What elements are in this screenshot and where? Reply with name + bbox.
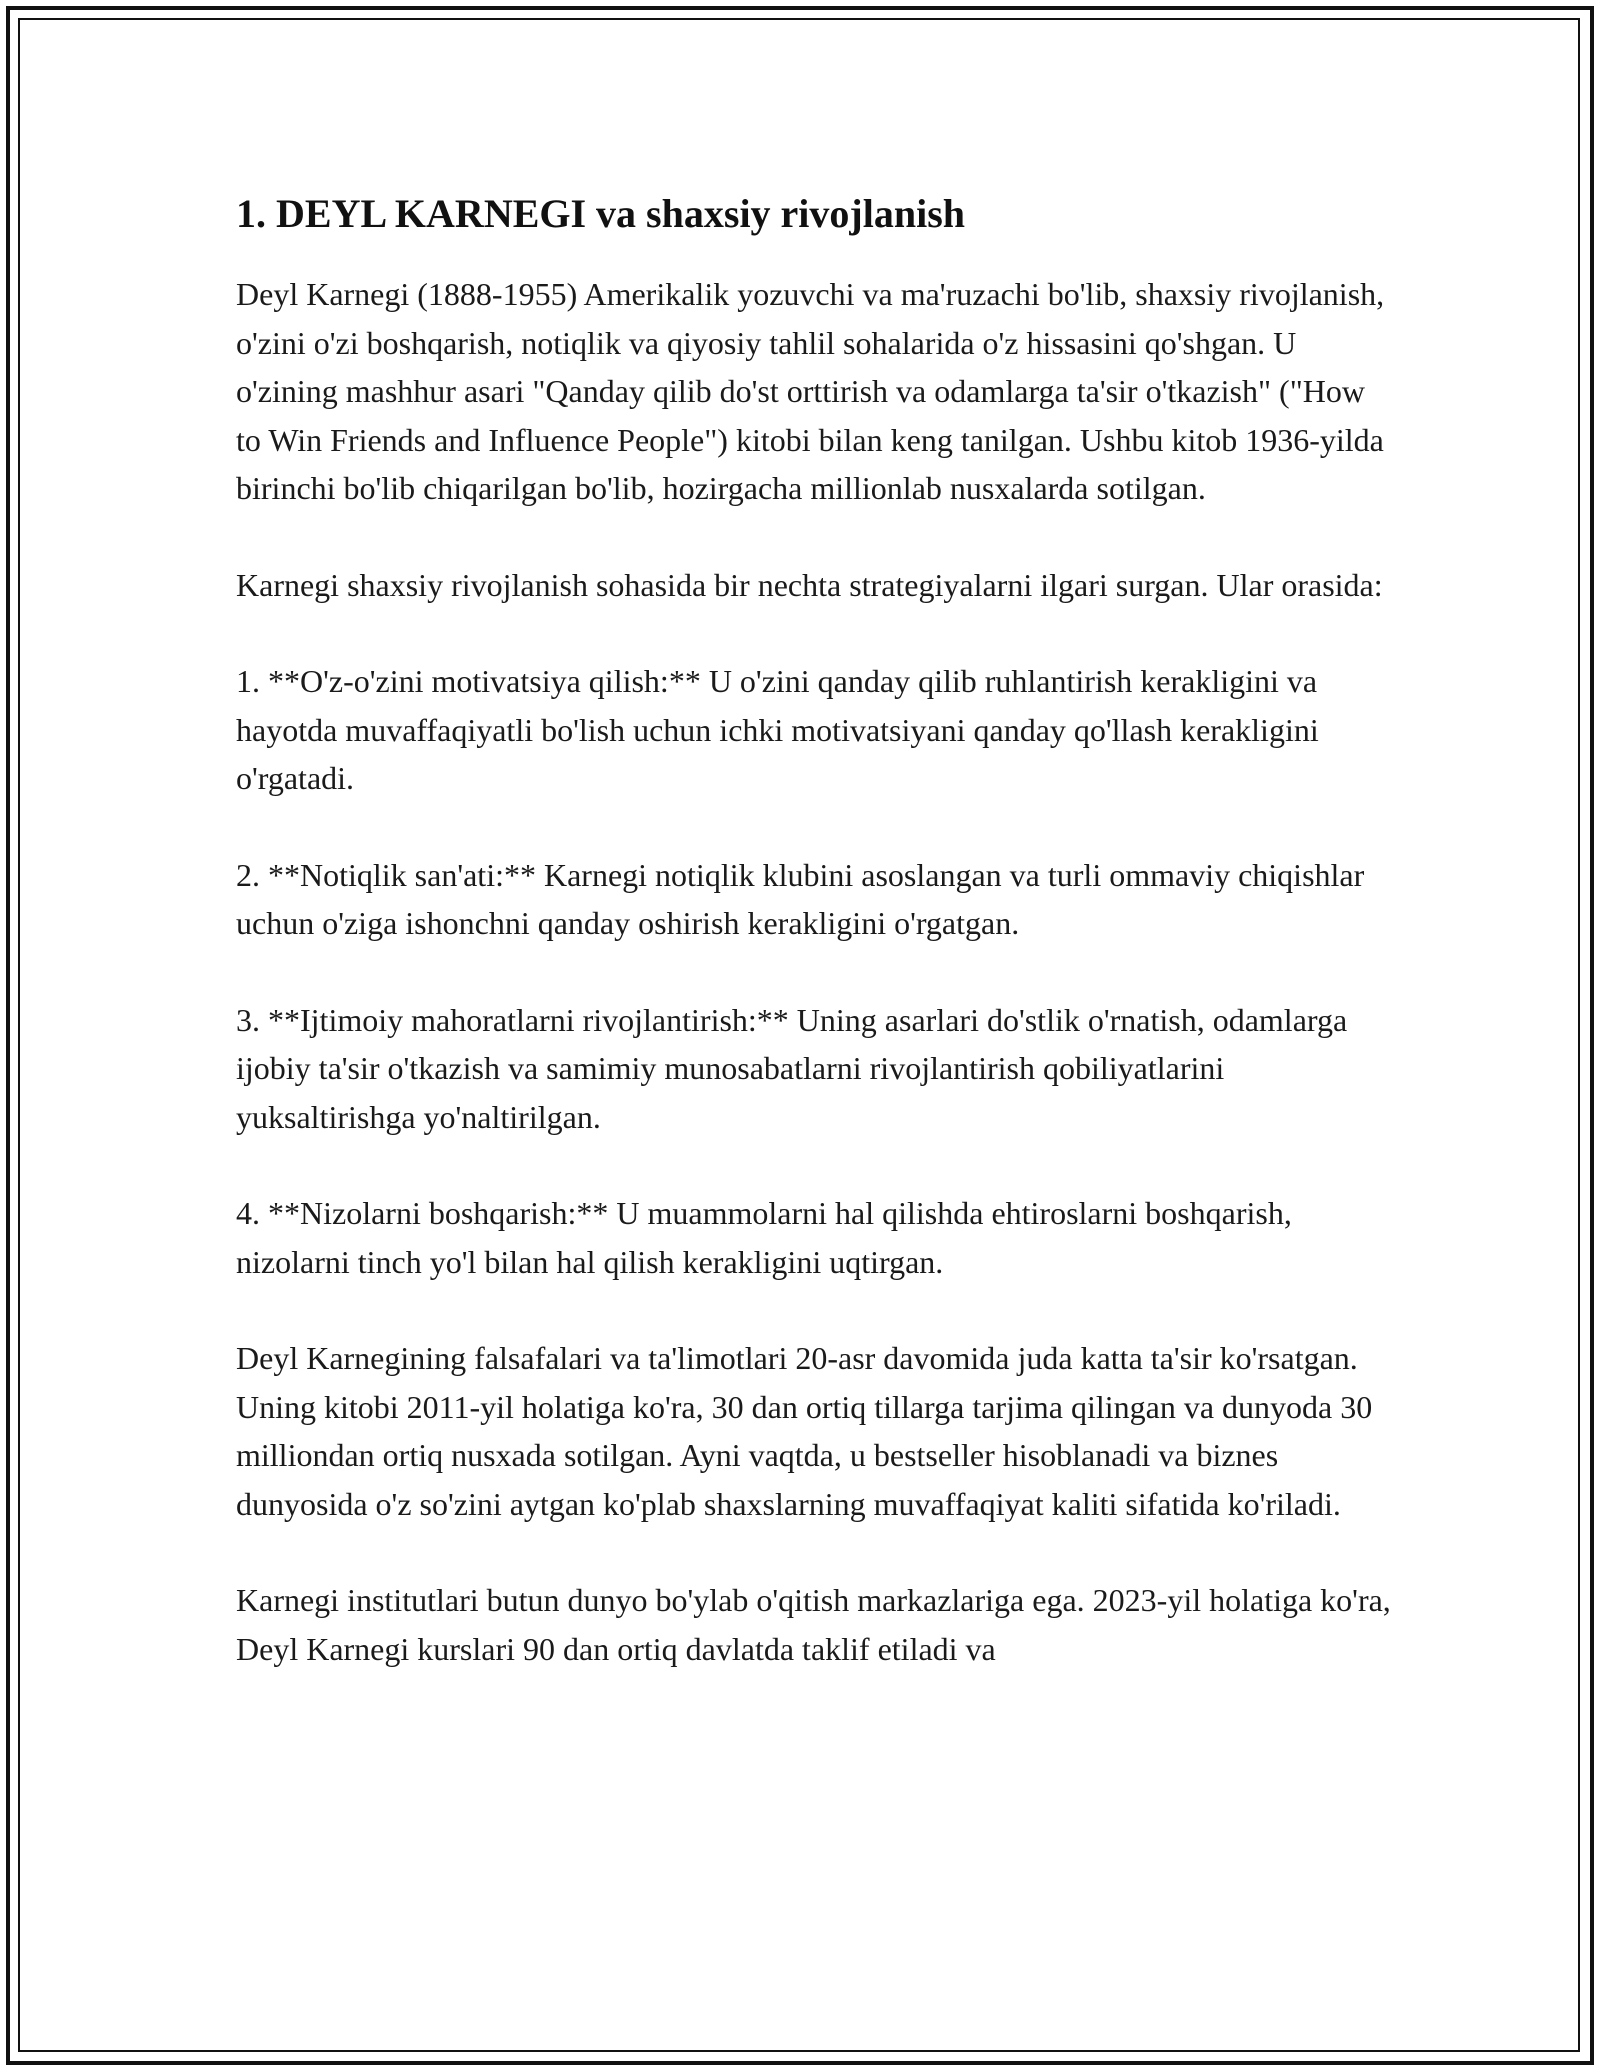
- list-item-social-skills: 3. **Ijtimoiy mahoratlarni rivojlantirish:** Uning asarlari do'stlik o'rnatish, odamlarga ijobiy ta'sir o'tkazish va samimiy munosabatlarni rivojlantirish qobiliyatlarini yuksaltirishga yo'naltirilgan.: [236, 1001, 1348, 1135]
- paragraph-influence: Deyl Karnegining falsafalari va ta'limotlari 20-asr davomida juda katta ta'sir ko'rsatgan. Uning kitobi 2011-yil holatiga ko'ra, 30 dan ortiq tillarga tarjima qilingan va dunyoda 30 milliondan ortiq nusxada sotilgan. Ayni vaqtda, u bestseller hisoblanadi va biznes dunyosida o'z so'zini aytgan ko'plab shaxslarning muvaffaqiyat kaliti sifatida ko'riladi.: [236, 1340, 1373, 1522]
- list-item-public-speaking: 2. **Notiqlik san'ati:** Karnegi notiqlik klubini asoslangan va turli ommaviy chiqishlar uchun o'ziga ishonchni qanday oshirish kerakligini o'rgatgan.: [236, 856, 1365, 941]
- document-page: [236, 186, 1396, 1721]
- paragraph-institutes: Karnegi institutlari butun dunyo bo'ylab o'qitish markazlariga ega. 2023-yil holatiga ko'ra, Deyl Karnegi kurslari 90 dan ortiq davlatda taklif etiladi va: [236, 1582, 1391, 1667]
- section-heading: 1. DEYL KARNEGI va shaxsiy rivojlanish: [236, 191, 966, 236]
- list-item-conflict-management: 4. **Nizolarni boshqarish:** U muammolarni hal qilishda ehtiroslarni boshqarish, nizolarni tinch yo'l bilan hal qilish kerakligini uqtirgan.: [236, 1195, 1292, 1280]
- paragraph-intro: Deyl Karnegi (1888-1955) Amerikalik yozuvchi va ma'ruzachi bo'lib, shaxsiy rivojlanish, o'zini o'zi boshqarish, notiqlik va qiyosiy tahlil sohalarida o'z hissasini qo'shgan. U o'zining mashhur asari "Qanday qilib do'st orttirish va odamlarga ta'sir o'tkazish" ("How to Win Friends and Influence People") kitobi bilan keng tanilgan. Ushbu kitob 1936-yilda birinchi bo'lib chiqarilgan bo'lib, hozirgacha millionlab nusxalarda sotilgan.: [236, 276, 1385, 506]
- paragraph-strategies-intro: Karnegi shaxsiy rivojlanish sohasida bir nechta strategiyalarni ilgari surgan. Ular orasida:: [236, 566, 1383, 603]
- list-item-motivation: 1. **O'z-o'zini motivatsiya qilish:** U o'zini qanday qilib ruhlantirish kerakligini va hayotda muvaffaqiyatli bo'lish uchun ichki motivatsiyani qanday qo'llash kerakligini o'rgatadi.: [236, 663, 1319, 796]
